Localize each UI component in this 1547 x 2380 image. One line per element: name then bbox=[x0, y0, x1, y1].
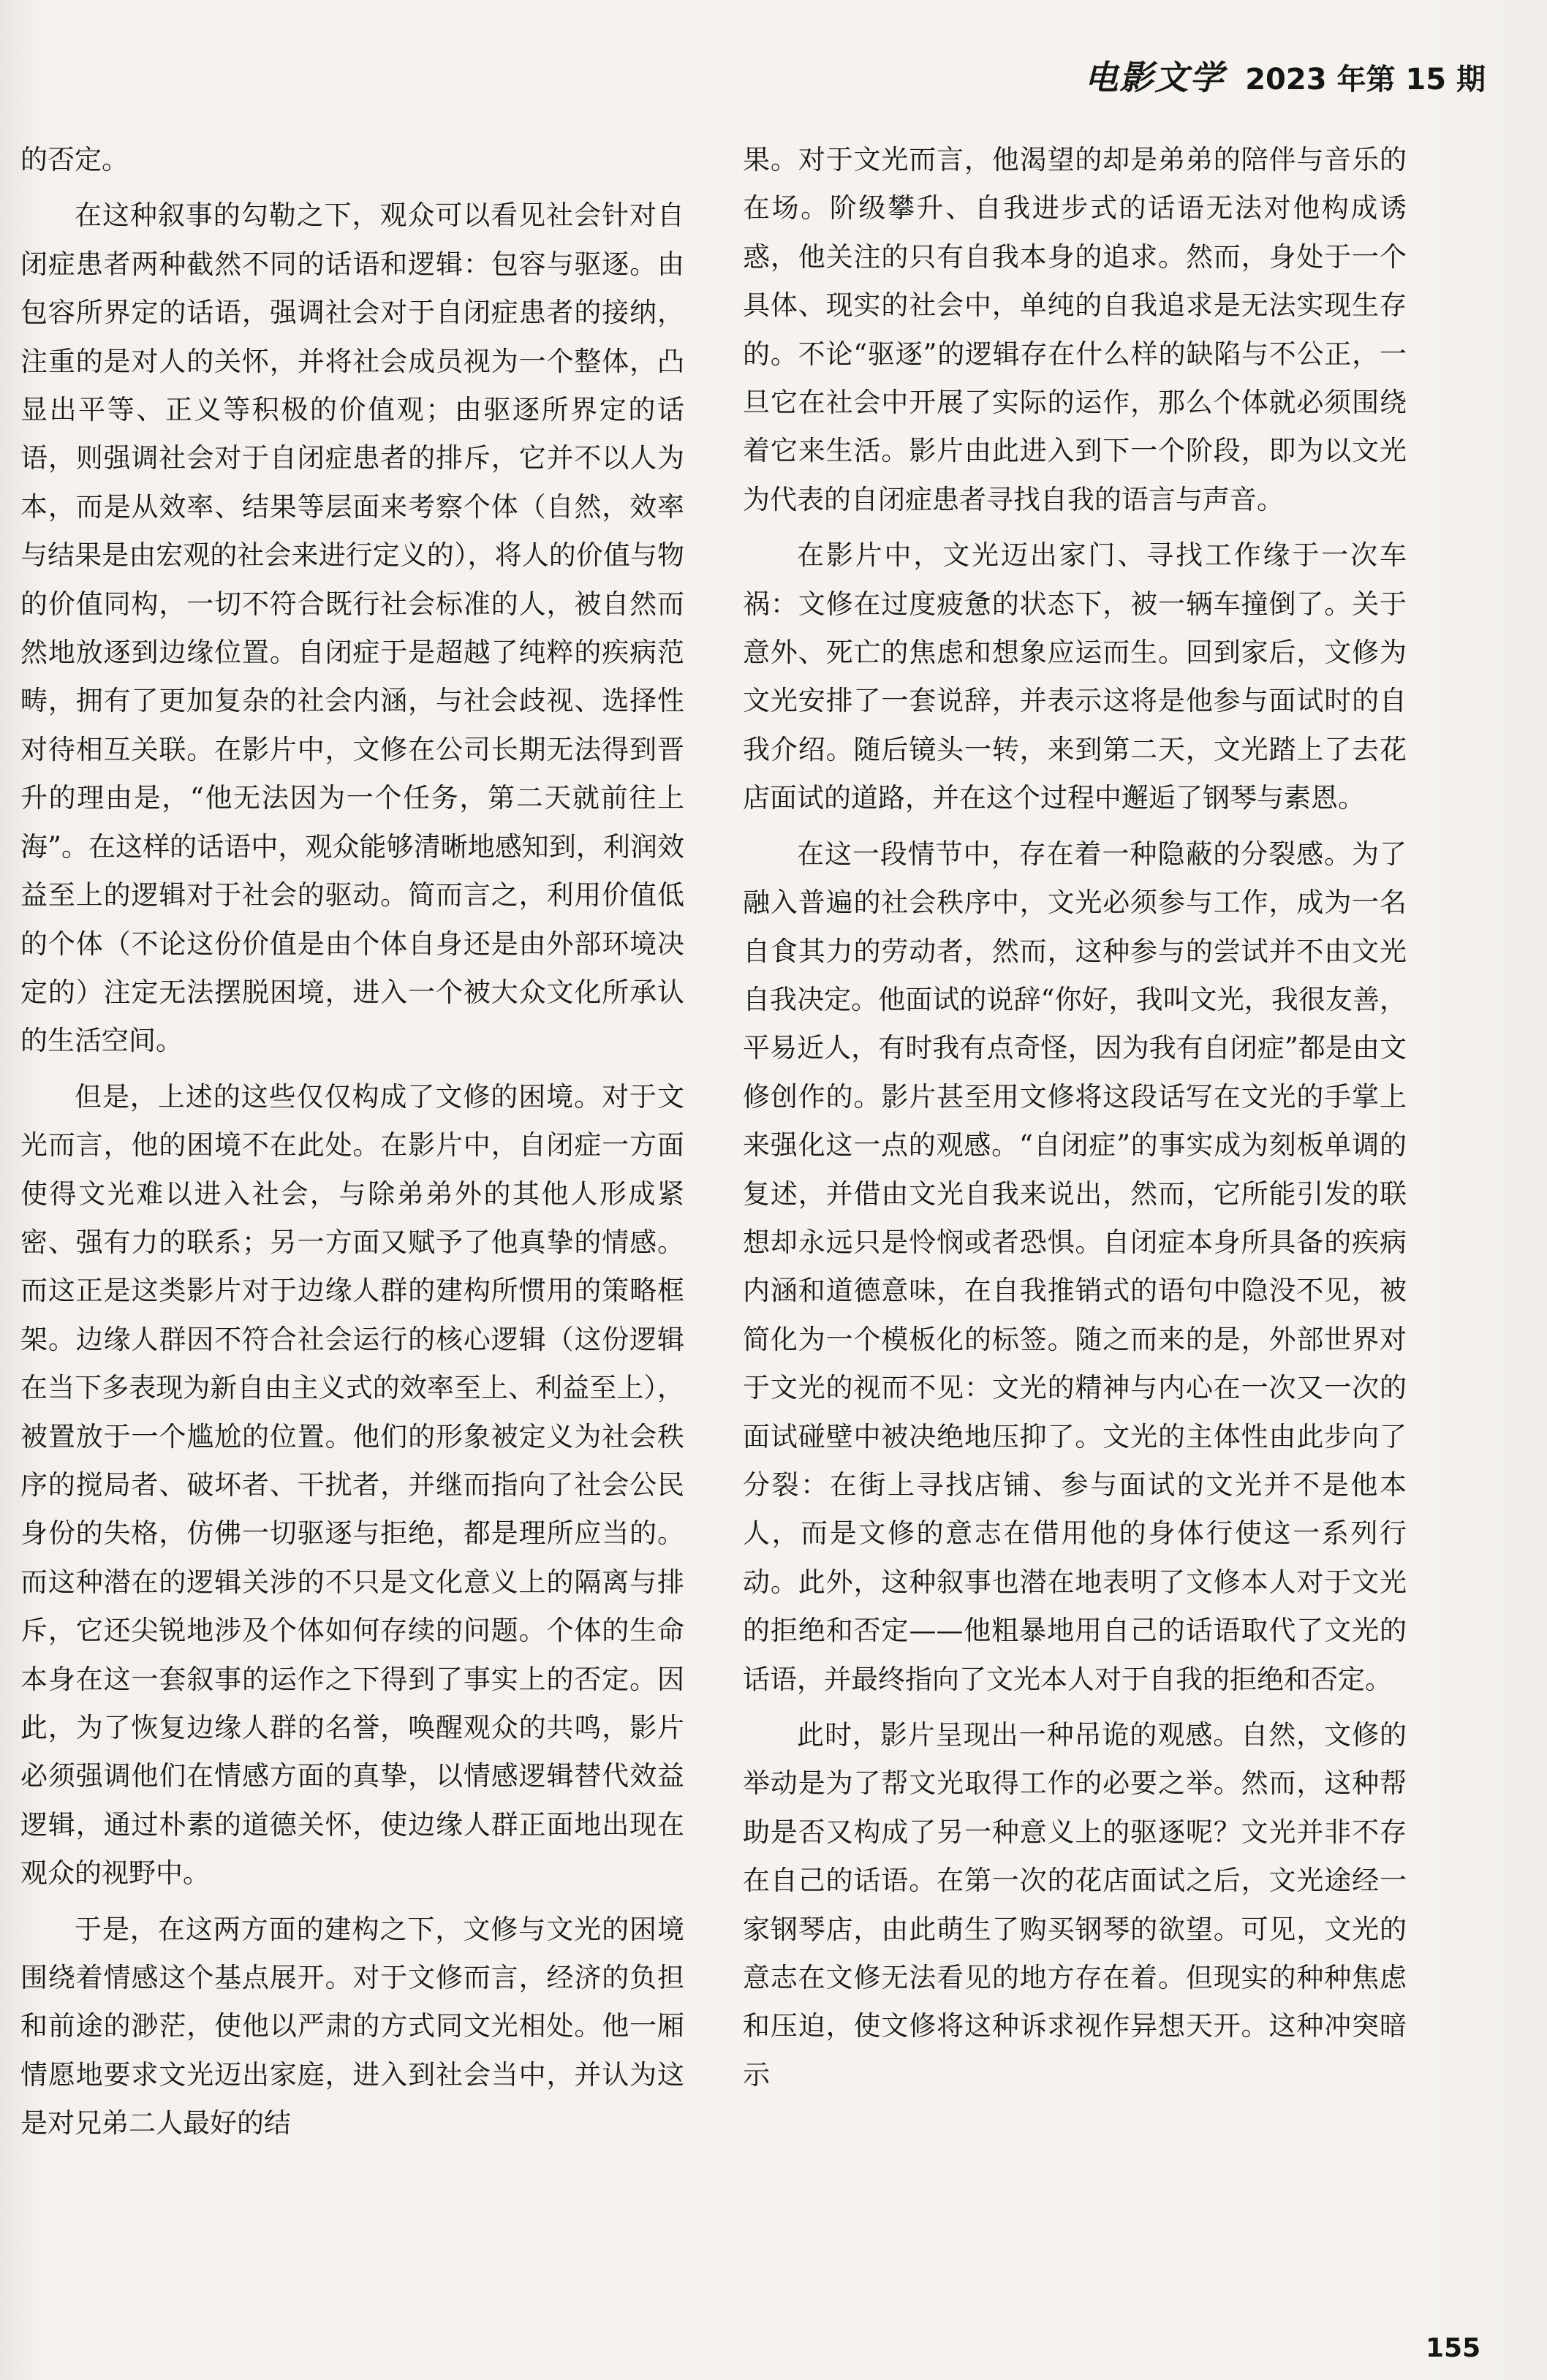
paragraph: 在影片中，文光迈出家门、寻找工作缘于一次车祸：文修在过度疲惫的状态下，被一辆车撞倒了。关于意外、死亡的焦虑和想象应运而生。回到家后，文修为文光安排了一套说辞，并表示这将是他参与面试时的自我介绍。随后镜头一转，来到第二天，文光踏上了去花店面试的道路，并在这个过程中邂逅了钢琴与素恩。 bbox=[743, 539, 1407, 814]
right-column bbox=[743, 136, 1407, 2107]
paragraph: 但是，上述的这些仅仅构成了文修的困境。对于文光而言，他的困境不在此处。在影片中，自闭症一方面使得文光难以进入社会，与除弟弟外的其他人形成紧密、强有力的联系；另一方面又赋予了他真挚的情感。而这正是这类影片对于边缘人群的建构所惯用的策略框架。边缘人群因不符合社会运行的核心逻辑（这份逻辑在当下多表现为新自由主义式的效率至上、利益至上），被置放于一个尴尬的位置。他们的形象被定义为社会秩序的搅局者、破坏者、干扰者，并继而指向了社会公民身份的失格，仿佛一切驱逐与拒绝，都是理所应当的。而这种潜在的逻辑关涉的不只是文化意义上的隔离与排斥，它还尖锐地涉及个体如何存续的问题。个体的生命本身在这一套叙事的运作之下得到了事实上的否定。因此，为了恢复边缘人群的名誉，唤醒观众的共鸣，影片必须强调他们在情感方面的真挚，以情感逻辑替代效益逻辑，通过朴素的道德关怀，使边缘人群正面地出现在观众的视野中。 bbox=[20, 1080, 684, 1890]
paragraph: 在这一段情节中，存在着一种隐蔽的分裂感。为了融入普遍的社会秩序中，文光必须参与工作，成为一名自食其力的劳动者，然而，这种参与的尝试并不由文光自我决定。他面试的说辞“你好，我叫文光，我很友善，平易近人，有时我有点奇怪，因为我有自闭症”都是由文修创作的。影片甚至用文修将这段话写在文光的手掌上来强化这一点的观感。“自闭症”的事实成为刻板单调的复述，并借由文光自我来说出，然而，它所能引发的联想却永远只是怜悯或者恐惧。自闭症本身所具备的疾病内涵和道德意味，在自我推销式的语句中隐没不见，被简化为一个模板化的标签。随之而来的是，外部世界对于文光的视而不见：文光的精神与内心在一次又一次的面试碰壁中被决绝地压抑了。文光的主体性由此步向了分裂：在街上寻找店铺、参与面试的文光并不是他本人，而是文修的意志在借用他的身体行使这一系列行动。此外，这种叙事也潜在地表明了文修本人对于文光的拒绝和否定——他粗暴地用自己的话语取代了文光的话语，并最终指向了文光本人对于自我的拒绝和否定。 bbox=[743, 838, 1407, 1695]
paragraph: 于是，在这两方面的建构之下，文修与文光的困境围绕着情感这个基点展开。对于文修而言，经济的负担和前途的渺茫，使他以严肃的方式同文光相处。他一厢情愿地要求文光迈出家庭，进入到社会当中，并认为这是对兄弟二人最好的结 bbox=[20, 1913, 684, 2140]
left-column bbox=[20, 136, 684, 2156]
paragraph: 此时，影片呈现出一种吊诡的观感。自然，文修的举动是为了帮文光取得工作的必要之举。然而，这种帮助是否又构成了另一种意义上的驱逐呢？文光并非不存在自己的话语。在第一次的花店面试之后，文光途经一家钢琴店，由此萌生了购买钢琴的欲望。可见，文光的意志在文修无法看见的地方存在着。但现实的种种焦虑和压迫，使文修将这种诉求视作异想天开。这种冲突暗示 bbox=[743, 1719, 1407, 2091]
issue-info: 2023 年第 15 期 bbox=[1245, 63, 1486, 96]
page-number: 155 bbox=[1426, 2333, 1481, 2363]
paragraph: 果。对于文光而言，他渴望的却是弟弟的陪伴与音乐的在场。阶级攀升、自我进步式的话语无法对他构成诱惑，他关注的只有自我本身的追求。然而，身处于一个具体、现实的社会中，单纯的自我追求是无法实现生存的。不论“驱逐”的逻辑存在什么样的缺陷与不公正，一旦它在社会中开展了实际的运作，那么个体就必须围绕着它来生活。影片由此进入到下一个阶段，即为以文光为代表的自闭症患者寻找自我的语言与声音。 bbox=[743, 144, 1407, 515]
paragraph: 在这种叙事的勾勒之下，观众可以看见社会针对自闭症患者两种截然不同的话语和逻辑：包容与驱逐。由包容所界定的话语，强调社会对于自闭症患者的接纳，注重的是对人的关怀，并将社会成员视为一个整体，凸显出平等、正义等积极的价值观；由驱逐所界定的话语，则强调社会对于自闭症患者的排斥，它并不以人为本，而是从效率、结果等层面来考察个体（自然，效率与结果是由宏观的社会来进行定义的），将人的价值与物的价值同构，一切不符合既行社会标准的人，被自然而然地放逐到边缘位置。自闭症于是超越了纯粹的疾病范畴，拥有了更加复杂的社会内涵，与社会歧视、选择性对待相互关联。在影片中，文修在公司长期无法得到晋升的理由是，“他无法因为一个任务，第二天就前往上海”。在这样的话语中，观众能够清晰地感知到，利润效益至上的逻辑对于社会的驱动。简而言之，利用价值低的个体（不论这份价值是由个体自身还是由外部环境决定的）注定无法摆脱困境，进入一个被大众文化所承认的生活空间。 bbox=[20, 200, 684, 1057]
paragraph: 的否定。 bbox=[20, 144, 129, 175]
running-header bbox=[1084, 51, 1486, 99]
journal-name: 电影文学 bbox=[1084, 58, 1225, 97]
